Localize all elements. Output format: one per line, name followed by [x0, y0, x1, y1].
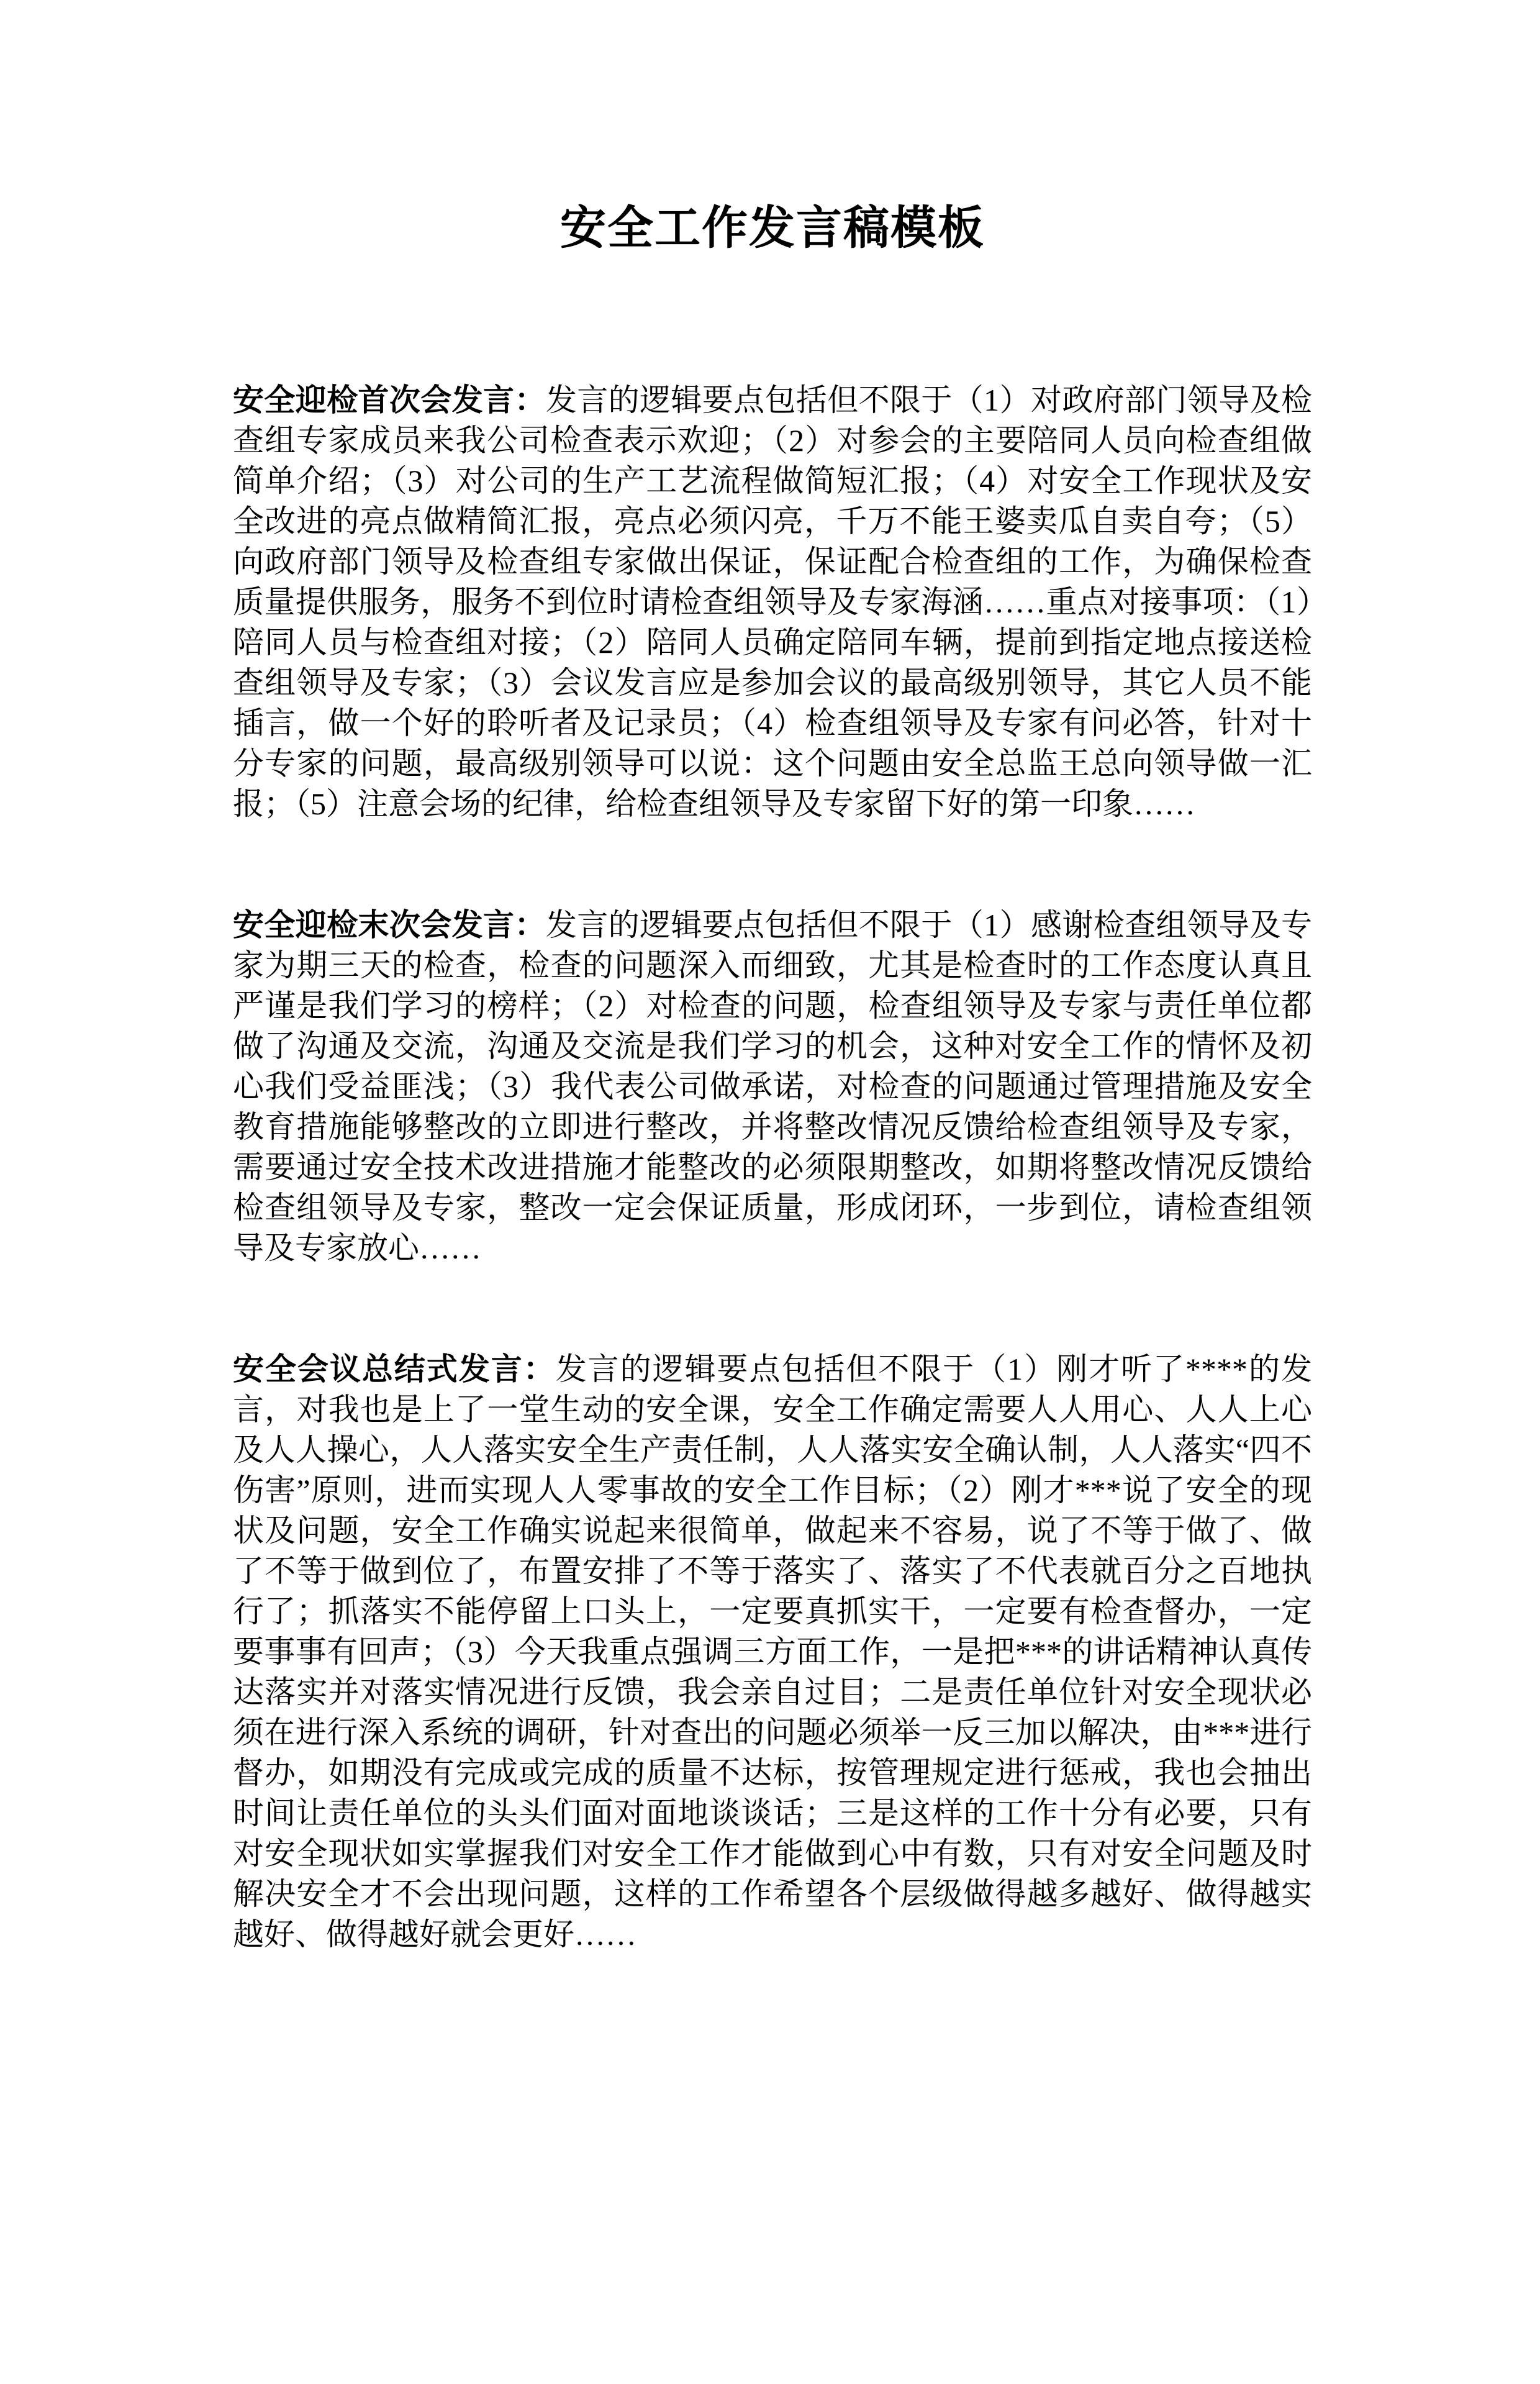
- paragraph-1-lead: 安全迎检首次会发言：: [233, 383, 546, 417]
- paragraph-1-body: 发言的逻辑要点包括但不限于（1）对政府部门领导及检查组专家成员来我公司检查表示欢迎；（2）对参会的主要陪同人员向检查组做简单介绍；（3）对公司的生产工艺流程做简短汇报；（4）对安全工作现状及安全改进的亮点做精简汇报，亮点必须闪亮，千万不能王婆卖瓜自卖自夸；（5）向政府部门领导及检查组专家做出保证，保证配合检查组的工作，为确保检查质量提供服务，服务不到位时请检查组领导及专家海涵……重点对接事项：（1）陪同人员与检查组对接；（2）陪同人员确定陪同车辆，提前到指定地点接送检查组领导及专家；（3）会议发言应是参加会议的最高级别领导，其它人员不能插言，做一个好的聆听者及记录员；（4）检查组领导及专家有问必答，针对十分专家的问题，最高级别领导可以说：这个问题由安全总监王总向领导做一汇报；（5）注意会场的纪律，给检查组领导及专家留下好的第一印象……: [233, 383, 1313, 821]
- paragraph-3-body: 发言的逻辑要点包括但不限于（1）刚才听了****的发言，对我也是上了一堂生动的安全课，安全工作确定需要人人用心、人人上心及人人操心，人人落实安全生产责任制，人人落实安全确认制，人人落实“四不伤害”原则，进而实现人人零事故的安全工作目标；（2）刚才***说了安全的现状及问题，安全工作确实说起来很简单，做起来不容易，说了不等于做了、做了不等于做到位了，布置安排了不等于落实了、落实了不代表就百分之百地执行了；抓落实不能停留上口头上，一定要真抓实干，一定要有检查督办，一定要事事有回声；（3）今天我重点强调三方面工作，一是把***的讲话精神认真传达落实并对落实情况进行反馈，我会亲自过目；二是责任单位针对安全现状必须在进行深入系统的调研，针对查出的问题必须举一反三加以解决，由***进行督办，如期没有完成或完成的质量不达标，按管理规定进行惩戒，我也会抽出时间让责任单位的头头们面对面地谈谈话；三是这样的工作十分有必要，只有对安全现状如实掌握我们对安全工作才能做到心中有数，只有对安全问题及时解决安全才不会出现问题，这样的工作希望各个层级做得越多越好、做得越实越好、做得越好就会更好……: [233, 1352, 1312, 1952]
- paragraph-1: [233, 380, 1312, 824]
- paragraph-2: [233, 905, 1312, 1268]
- paragraph-3: [233, 1349, 1312, 1955]
- paragraph-2-lead: 安全迎检末次会发言：: [233, 908, 546, 942]
- paragraph-2-body: 发言的逻辑要点包括但不限于（1）感谢检查组领导及专家为期三天的检查，检查的问题深入而细致，尤其是检查时的工作态度认真且严谨是我们学习的榜样；（2）对检查的问题，检查组领导及专家与责任单位都做了沟通及交流，沟通及交流是我们学习的机会，这种对安全工作的情怀及初心我们受益匪浅；（3）我代表公司做承诺，对检查的问题通过管理措施及安全教育措施能够整改的立即进行整改，并将整改情况反馈给检查组领导及专家，需要通过安全技术改进措施才能整改的必须限期整改，如期将整改情况反馈给检查组领导及专家，整改一定会保证质量，形成闭环，一步到位，请检查组领导及专家放心……: [233, 908, 1313, 1265]
- document-title: 安全工作发言稿模板: [560, 202, 985, 253]
- document-page: [0, 202, 1540, 2384]
- paragraph-3-lead: 安全会议总结式发言：: [233, 1352, 556, 1386]
